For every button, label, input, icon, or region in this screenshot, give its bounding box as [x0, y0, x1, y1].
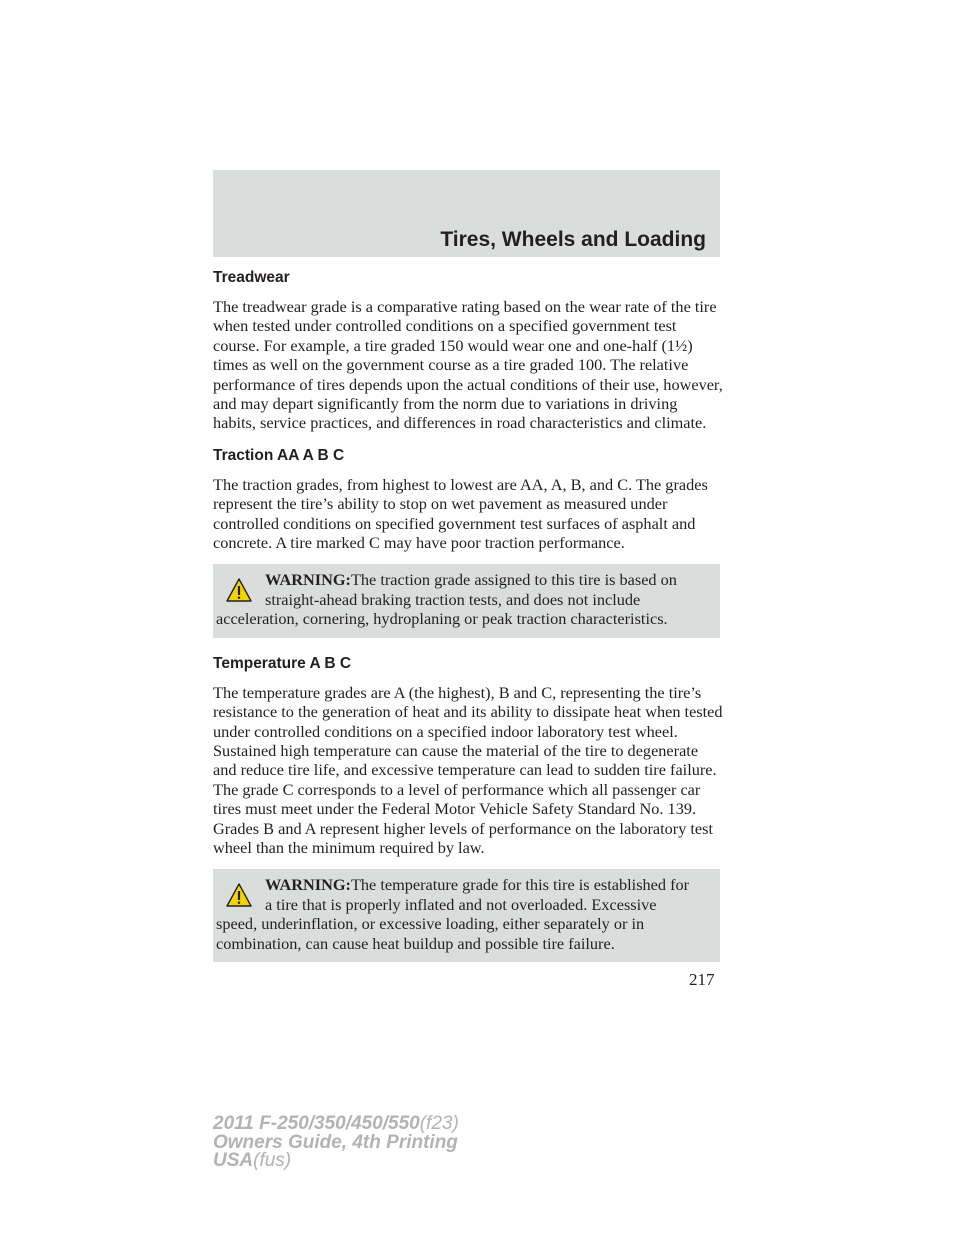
temperature-section: [213, 654, 723, 962]
page-content: [213, 268, 723, 978]
treadwear-body: The treadwear grade is a comparative rating based on the wear rate of the tire when tested under controlled conditions on a specified government test course. For example, a tire graded 150 would wear one and one-half (1½) times as well on the government course as a tire graded 100. The relative performance of tires depends upon the actual conditions of their use, however, and may depart significantly from the norm due to variations in driving habits, service practices, and differences in road characteristics and climate.: [213, 297, 723, 433]
traction-warning-text-first: The traction grade assigned to this tire is based on straight-ahead braking traction tests, and does not include: [265, 570, 677, 609]
temperature-warning-text-first: The temperature grade for this tire is established for a tire that is properly inflated and not overloaded. Excessive: [265, 875, 690, 914]
footer-region-code: (fus): [253, 1150, 292, 1171]
footer-guide: Owners Guide, 4th Printing: [213, 1131, 458, 1153]
chapter-title: Tires, Wheels and Loading: [440, 228, 706, 251]
traction-body: The traction grades, from highest to lowest are AA, A, B, and C. The grades represent the tire’s ability to stop on wet pavement as measured under controlled conditions on specified government test surfaces of asphalt and concrete. A tire marked C may have poor traction performance.: [213, 474, 708, 553]
footer-model: 2011 F-250/350/450/550: [213, 1113, 420, 1134]
temperature-warning-label: WARNING:: [265, 875, 351, 895]
footer-model-code: (f23): [419, 1113, 459, 1134]
treadwear-heading: Treadwear: [213, 269, 290, 286]
traction-section: [213, 446, 723, 638]
traction-warning-box: [213, 564, 720, 637]
treadwear-section: [213, 268, 723, 433]
temperature-warning-text-rest: speed, underinflation, or excessive loading, either separately or in combination, can cause heat buildup and possible tire failure.: [216, 914, 645, 953]
traction-warning-text-rest: acceleration, cornering, hydroplaning or peak traction characteristics.: [216, 609, 668, 629]
footer-region: USA: [213, 1150, 254, 1171]
warning-triangle-icon: [226, 883, 252, 907]
print-footer: [213, 1115, 459, 1171]
traction-heading: Traction AA A B C: [213, 446, 345, 464]
traction-warning-label: WARNING:: [265, 570, 351, 590]
temperature-warning-box: [213, 869, 720, 962]
temperature-heading: Temperature A B C: [213, 654, 352, 672]
warning-triangle-icon: [226, 578, 252, 602]
chapter-header-band: [213, 170, 720, 257]
page-number: 217: [689, 970, 715, 989]
temperature-body: The temperature grades are A (the highest), B and C, representing the tire’s resistance to the generation of heat and its ability to dissipate heat when tested under controlled conditions on a specified indoor laboratory test wheel. Sustained high temperature can cause the material of the tire to degenerate and reduce tire life, and excessive temperature can lead to sudden tire failure. The grade C corresponds to a level of performance which all passenger car tires must meet under the Federal Motor Vehicle Safety Standard No. 139. Grades B and A represent higher levels of performance on the laboratory test wheel than the minimum required by law.: [213, 682, 723, 857]
